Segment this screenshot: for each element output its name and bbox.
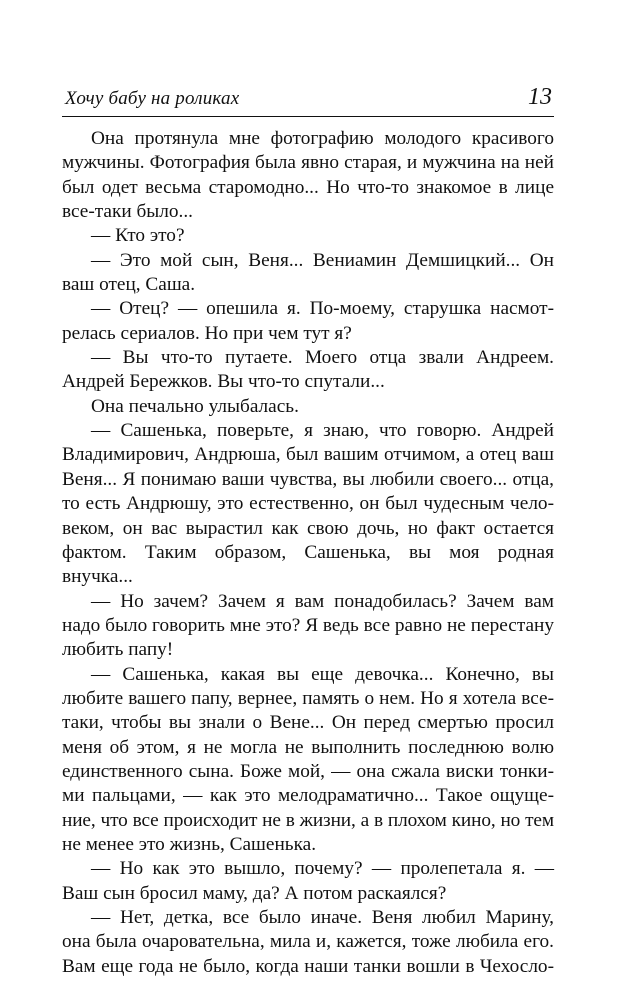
text-line: релась сериалов. Но при чем тут я?	[62, 322, 352, 344]
text-line: Веня... Я понимаю ваши чувства, вы любили своего... отца,	[62, 468, 554, 490]
text-line: — Кто это?	[91, 225, 185, 247]
text-line: таки, чтобы вы знали о Вене... Он перед смертью просил	[62, 712, 554, 734]
text-line: — Но зачем? Зачем я вам понадобилась? Зачем вам	[91, 590, 554, 612]
text-line: — Это мой сын, Веня... Вениамин Демшицкий... Он	[91, 249, 554, 271]
text-line: — Сашенька, поверьте, я знаю, что говорю. Андрей	[91, 420, 554, 442]
text-line: ми пальцами, — как это мелодраматично... Такое ощуще-	[62, 785, 554, 807]
text-line: Она протянула мне фотографию молодого красивого	[91, 128, 554, 149]
text-line: — Вы что-то путаете. Моего отца звали Андреем.	[91, 347, 554, 369]
text-line: Владимирович, Андрюша, был вашим отчимом, а отец ваш	[62, 444, 554, 466]
running-header	[62, 86, 554, 117]
text-line: — Отец? — опешила я. По-моему, старушка насмот-	[91, 298, 554, 320]
text-line: единственного сына. Боже мой, — она сжала виски тонки-	[62, 760, 554, 782]
text-line: любить папу!	[62, 639, 174, 661]
text-line: меня об этом, я не могла не выполнить последнюю волю	[62, 736, 554, 758]
text-line: любите вашего папу, вернее, память о нем. Но я хотела все-	[62, 687, 554, 709]
text-line: все-таки было...	[62, 201, 193, 223]
text-line: — Нет, детка, все было иначе. Веня любил Марину,	[91, 907, 554, 928]
text-line: Вам еще года не было, когда наши танки вошли в Чехосло-	[62, 955, 554, 977]
text-line: веком, он вас вырастил как свою дочь, но факт остается	[62, 517, 554, 539]
text-line: мужчины. Фотография была явно старая, и мужчина на ней	[62, 152, 554, 174]
text-line: Андрей Бережков. Вы что-то спутали...	[62, 371, 385, 393]
text-line: — Сашенька, какая вы еще девочка... Конечно, вы	[91, 663, 554, 685]
text-line: надо было говорить мне это? Я ведь все равно не перестану	[62, 614, 554, 636]
text-line: ваш отец, Саша.	[62, 274, 196, 296]
text-line: не менее это жизнь, Сашенька.	[62, 833, 317, 855]
text-line: то есть Андрюшу, это естественно, он был чудесным чело-	[62, 493, 554, 515]
text-line: — Но как это вышло, почему? — пролепетала я. —	[91, 858, 554, 880]
page-number: 13	[528, 84, 552, 110]
text-line: фактом. Таким образом, Сашенька, вы моя родная	[62, 541, 554, 563]
text-line: Ваш сын бросил маму, да? А потом раскаялся?	[62, 882, 447, 904]
text-line: Она печально улыбалась.	[91, 395, 299, 417]
text-line: ние, что все происходит не в жизни, а в плохом кино, но тем	[62, 809, 554, 831]
text-line: она была очаровательна, мила и, кажется, тоже любила его.	[62, 931, 554, 953]
page-body-text	[62, 127, 554, 979]
text-line: внучка...	[62, 566, 133, 588]
running-title: Хочу бабу на роликах	[65, 88, 240, 109]
text-line: был одет весьма старомодно... Но что-то знакомое в лице	[62, 176, 554, 198]
